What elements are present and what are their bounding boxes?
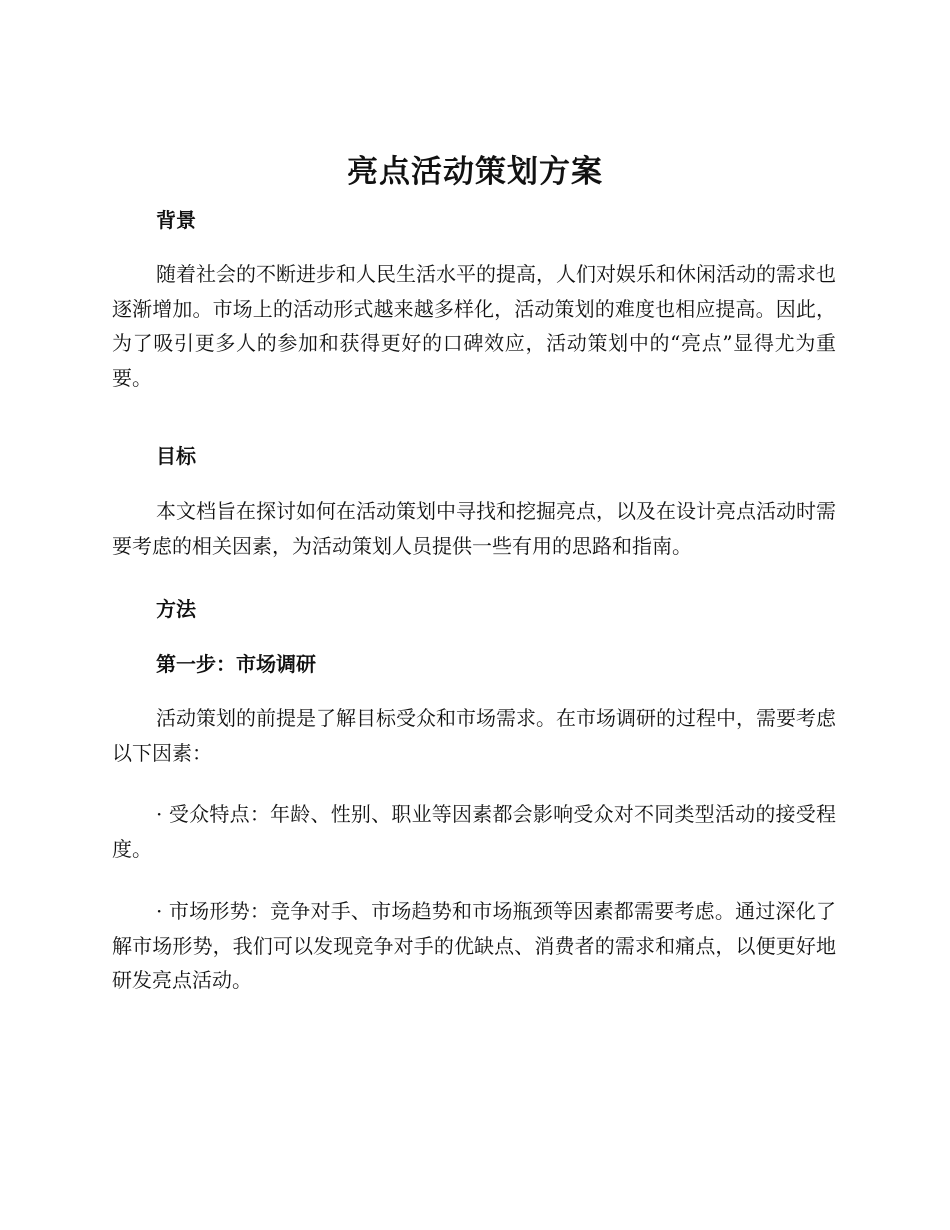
background-paragraph: 随着社会的不断进步和人民生活水平的提高，人们对娱乐和休闲活动的需求也逐渐增加。市场上的活动形式越来越多样化，活动策划的难度也相应提高。因此，为了吸引更多人的参加和获得更好的口碑效应，活动策划中的“亮点”显得尤为重要。 [112, 262, 836, 390]
step1-intro-paragraph: 活动策划的前提是了解目标受众和市场需求。在市场调研的过程中，需要考虑以下因素： [112, 706, 836, 765]
bullet-item-audience: · 受众特点：年龄、性别、职业等因素都会影响受众对不同类型活动的接受程度。 [112, 802, 836, 861]
goal-paragraph: 本文档旨在探讨如何在活动策划中寻找和挖掘亮点，以及在设计亮点活动时需要考虑的相关因素，为活动策划人员提供一些有用的思路和指南。 [112, 499, 836, 558]
section-heading-method: 方法 [156, 597, 196, 621]
step1-heading: 第一步：市场调研 [156, 652, 316, 676]
document-title: 亮点活动策划方案 [347, 154, 603, 190]
section-heading-background: 背景 [156, 208, 196, 232]
section-heading-goal: 目标 [156, 444, 196, 468]
bullet-item-market: · 市场形势：竞争对手、市场趋势和市场瓶颈等因素都需要考虑。通过深化了解市场形势，我们可以发现竞争对手的优缺点、消费者的需求和痛点，以便更好地研发亮点活动。 [112, 899, 836, 992]
